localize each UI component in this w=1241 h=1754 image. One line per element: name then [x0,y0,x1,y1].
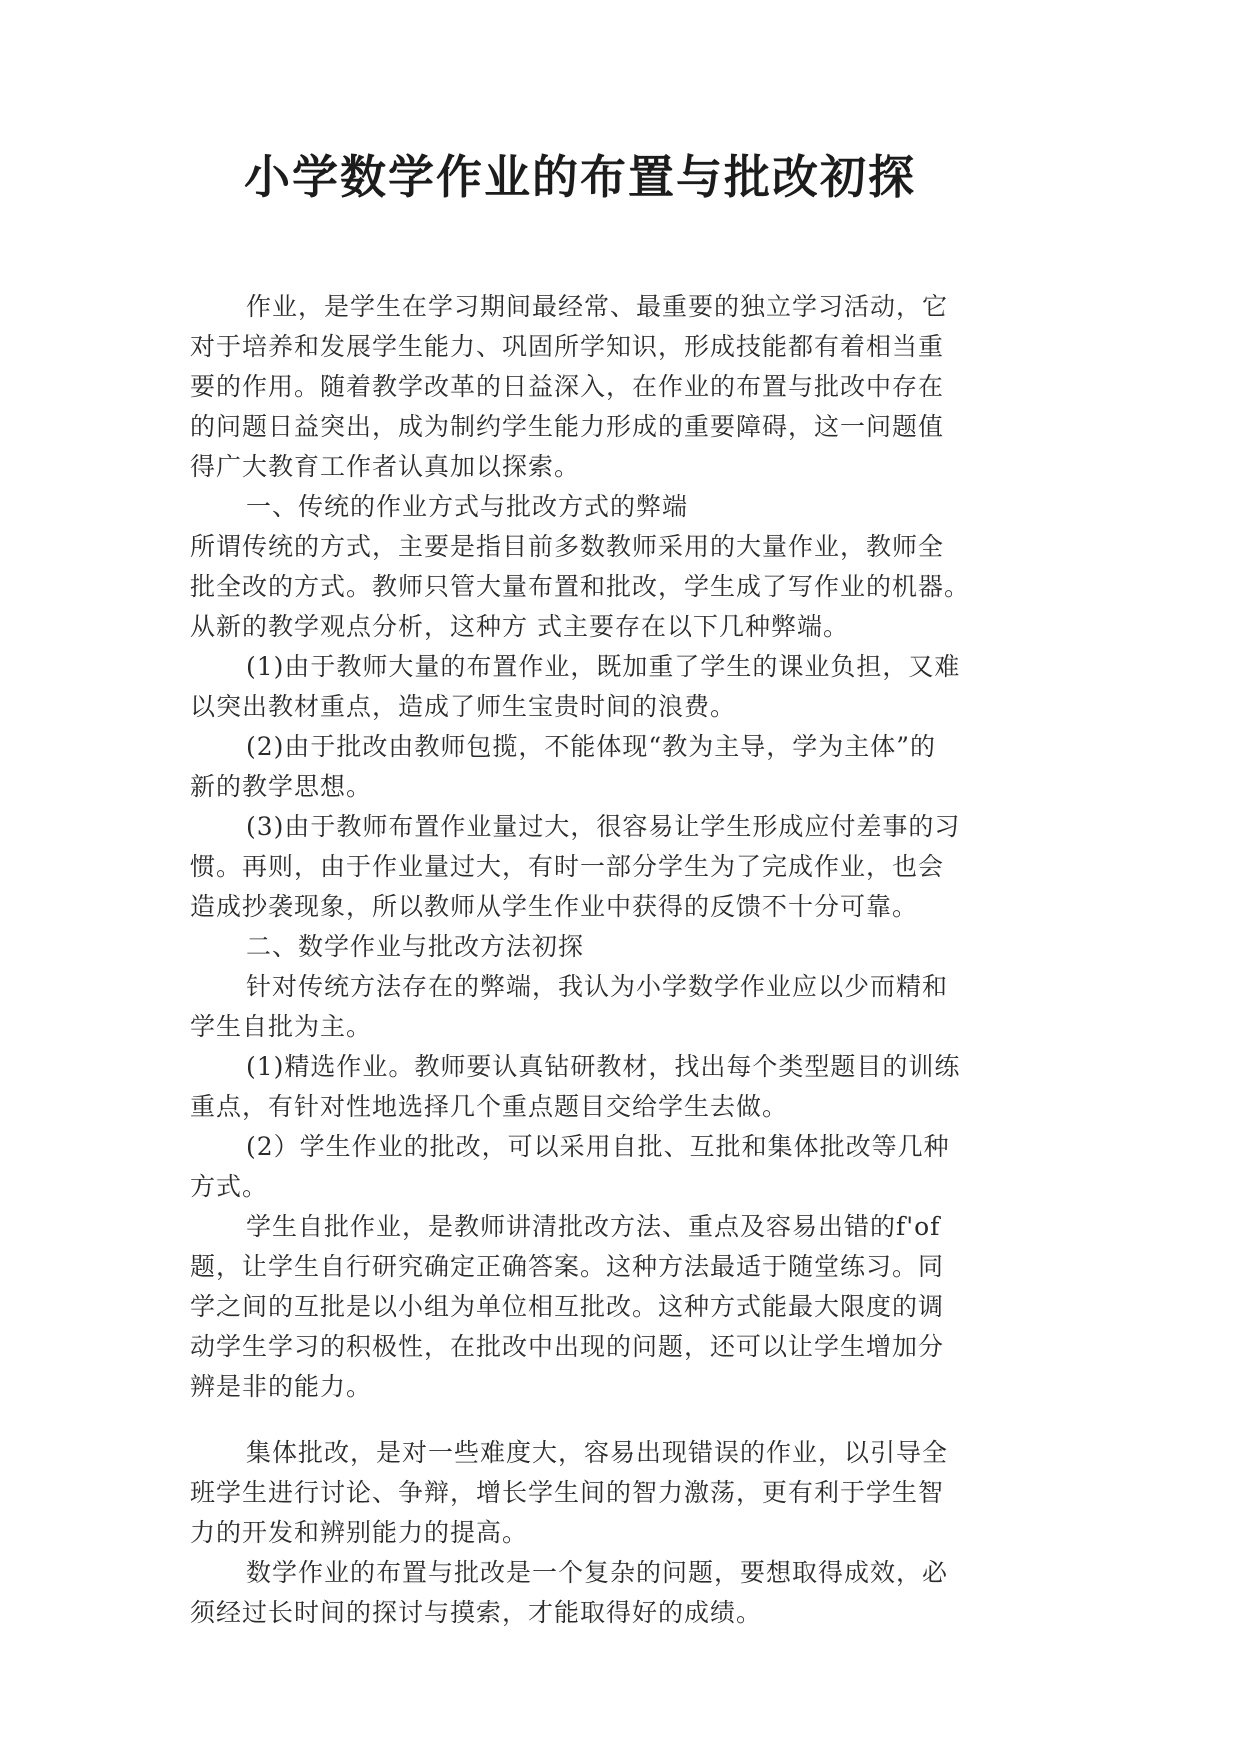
paragraph-line: 须经过长时间的探讨与摸索，才能取得好的成绩。 [190,1598,763,1627]
paragraph-line: 所谓传统的方式，主要是指目前多数教师采用的大量作业，教师全 [190,532,945,561]
paragraph-line: 数学作业的布置与批改是一个复杂的问题，要想取得成效，必 [246,1558,949,1587]
list-item-line: (1)精选作业。教师要认真钻研教材，找出每个类型题目的训练 [246,1052,961,1081]
paragraph-line: 得广大教育工作者认真加以探索。 [190,452,581,481]
paragraph-line: 重点，有针对性地选择几个重点题目交给学生去做。 [190,1092,789,1121]
paragraph-line: 以突出教材重点，造成了师生宝贵时间的浪费。 [190,692,737,721]
paragraph-line: 造成抄袭现象，所以教师从学生作业中获得的反馈不十分可靠。 [190,892,919,921]
list-item-line: (3)由于教师布置作业量过大，很容易让学生形成应付差事的习 [246,812,961,841]
paragraph-line: 作业，是学生在学习期间最经常、最重要的独立学习活动，它 [246,292,949,321]
paragraph-line: 新的教学思想。 [190,772,373,801]
paragraph-line: 学生自批为主。 [190,1012,373,1041]
paragraph-line: 班学生进行讨论、争辩，增长学生间的智力激荡，更有利于学生智 [190,1478,945,1507]
paragraph-line: 集体批改，是对一些难度大，容易出现错误的作业，以引导全 [246,1438,949,1467]
page-title: 小学数学作业的布置与批改初探 [244,150,916,204]
paragraph-line: 力的开发和辨别能力的提高。 [190,1518,529,1547]
paragraph-line: 对于培养和发展学生能力、巩固所学知识，形成技能都有着相当重 [190,332,945,361]
paragraph-line: 学之间的互批是以小组为单位相互批改。这种方式能最大限度的调 [190,1292,945,1321]
paragraph-line: 惯。再则，由于作业量过大，有时一部分学生为了完成作业，也会 [190,852,945,881]
section-heading: 一、传统的作业方式与批改方式的弊端 [246,492,689,521]
list-item-line: (1)由于教师大量的布置作业，既加重了学生的课业负担，又难 [246,652,961,681]
paragraph-line: 要的作用。随着教学改革的日益深入，在作业的布置与批改中存在 [190,372,945,401]
list-item-line: (2)由于批改由教师包揽，不能体现“教为主导，学为主体”的 [246,732,936,761]
paragraph-line: 从新的教学观点分析，这种方 式主要存在以下几种弊端。 [190,612,849,641]
document-body [190,287,1070,1633]
paragraph-line: 学生自批作业，是教师讲清批改方法、重点及容易出错的f'of [246,1212,941,1241]
list-item-line: (2）学生作业的批改，可以采用自批、互批和集体批改等几种 [246,1132,950,1161]
paragraph-line: 题，让学生自行研究确定正确答案。这种方法最适于随堂练习。同 [190,1252,945,1281]
paragraph-line: 批全改的方式。教师只管大量布置和批改，学生成了写作业的机器。 [190,572,971,601]
paragraph-line: 方式。 [190,1172,269,1201]
section-heading: 二、数学作业与批改方法初探 [246,932,585,961]
paragraph-line: 动学生学习的积极性，在批改中出现的问题，还可以让学生增加分 [190,1332,945,1361]
paragraph-line: 辨是非的能力。 [190,1372,373,1401]
paragraph-line: 针对传统方法存在的弊端，我认为小学数学作业应以少而精和 [246,972,949,1001]
paragraph-line: 的问题日益突出，成为制约学生能力形成的重要障碍，这一问题值 [190,412,945,441]
